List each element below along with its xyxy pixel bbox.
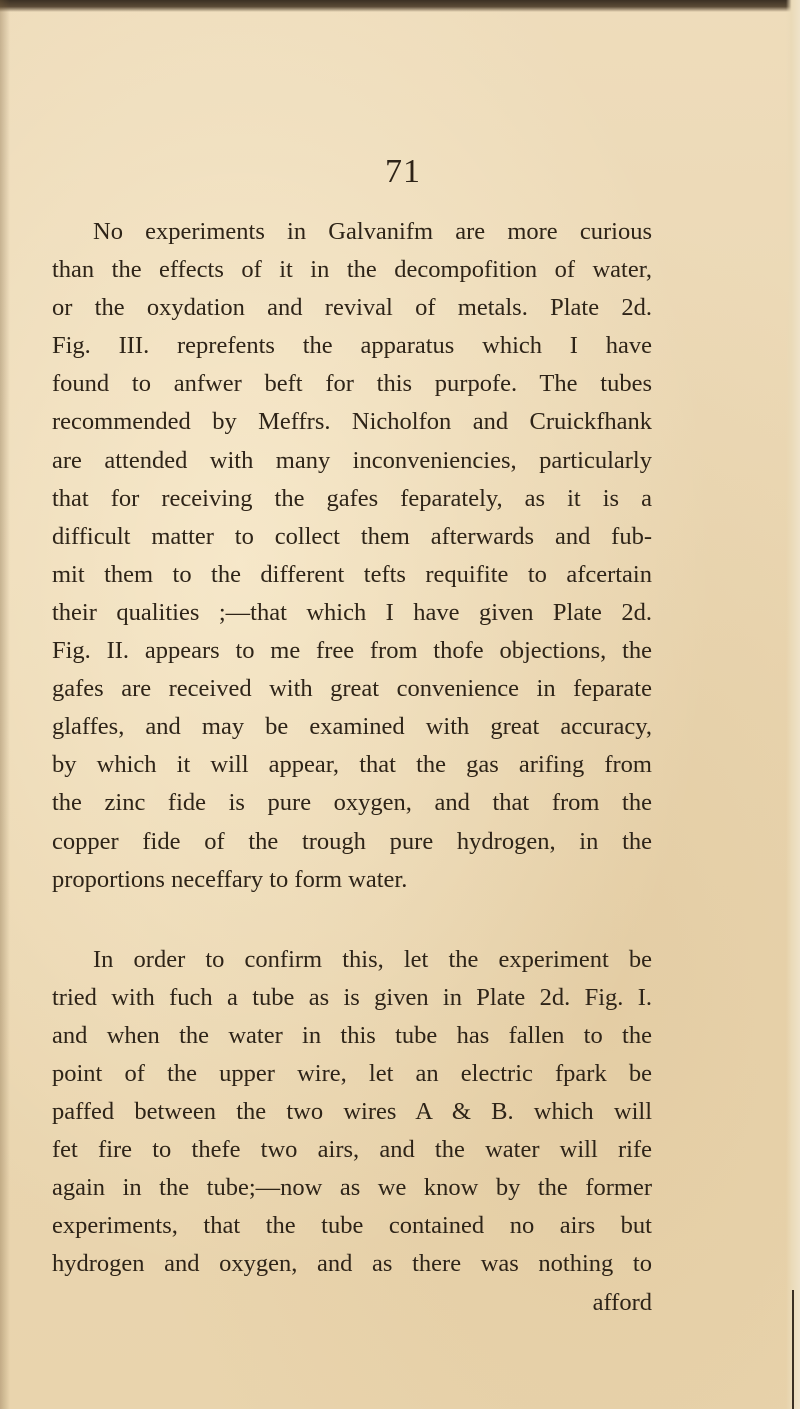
page-number: 71 bbox=[385, 153, 421, 190]
catchword: afford bbox=[592, 1288, 652, 1316]
body-text bbox=[52, 213, 652, 1322]
page-top-edge bbox=[0, 0, 800, 12]
paragraph-2 bbox=[52, 941, 652, 1322]
text-line: Fig. II. appears to me free from thofe objections, the bbox=[52, 637, 652, 665]
text-line: again in the tube;—now as we know by the former bbox=[52, 1174, 652, 1202]
text-line: the zinc fide is pure oxygen, and that from the bbox=[52, 789, 652, 817]
text-line: In order to confirm this, let the experiment be bbox=[93, 945, 652, 973]
text-line: experiments, that the tube contained no airs but bbox=[52, 1212, 652, 1240]
paragraph-gap bbox=[52, 899, 652, 941]
text-line: proportions neceffary to form water. bbox=[52, 865, 408, 893]
text-line: glaffes, and may be examined with great accuracy, bbox=[52, 713, 652, 741]
text-line: mit them to the different tefts requifite to afcertain bbox=[52, 560, 652, 588]
text-line: gafes are received with great convenience in feparate bbox=[52, 675, 652, 703]
text-line: tried with fuch a tube as is given in Plate 2d. Fig. I. bbox=[52, 983, 652, 1011]
text-line: hydrogen and oxygen, and as there was nothing to bbox=[52, 1250, 652, 1278]
page-left-shadow bbox=[0, 0, 10, 1409]
text-line: recommended by Meffrs. Nicholfon and Cruickfhank bbox=[52, 408, 652, 436]
text-line: point of the upper wire, let an electric fpark be bbox=[52, 1059, 652, 1087]
text-line: or the oxydation and revival of metals. Plate 2d. bbox=[52, 294, 652, 322]
text-line: No experiments in Galvanifm are more curious bbox=[93, 218, 652, 245]
page-right-edge bbox=[786, 0, 800, 1409]
page-edge-rule bbox=[792, 1290, 794, 1409]
text-line: fet fire to thefe two airs, and the water will rife bbox=[52, 1136, 652, 1164]
text-line: difficult matter to collect them afterwards and fub- bbox=[52, 522, 652, 550]
text-line: their qualities ;—that which I have given Plate 2d. bbox=[52, 598, 652, 626]
text-line: than the effects of it in the decompofition of water, bbox=[52, 256, 652, 284]
text-line: copper fide of the trough pure hydrogen, in the bbox=[52, 827, 652, 855]
text-line: and when the water in this tube has fallen to the bbox=[52, 1021, 652, 1049]
text-line: paffed between the two wires A & B. which will bbox=[52, 1098, 652, 1126]
text-line: Fig. III. reprefents the apparatus which I have bbox=[52, 332, 652, 360]
text-line: are attended with many inconveniencies, particularly bbox=[52, 446, 652, 474]
text-line: that for receiving the gafes feparately, as it is a bbox=[52, 484, 652, 512]
text-line: by which it will appear, that the gas arifing from bbox=[52, 751, 652, 779]
paragraph-1 bbox=[52, 213, 652, 899]
text-line: found to anfwer beft for this purpofe. The tubes bbox=[52, 370, 652, 398]
